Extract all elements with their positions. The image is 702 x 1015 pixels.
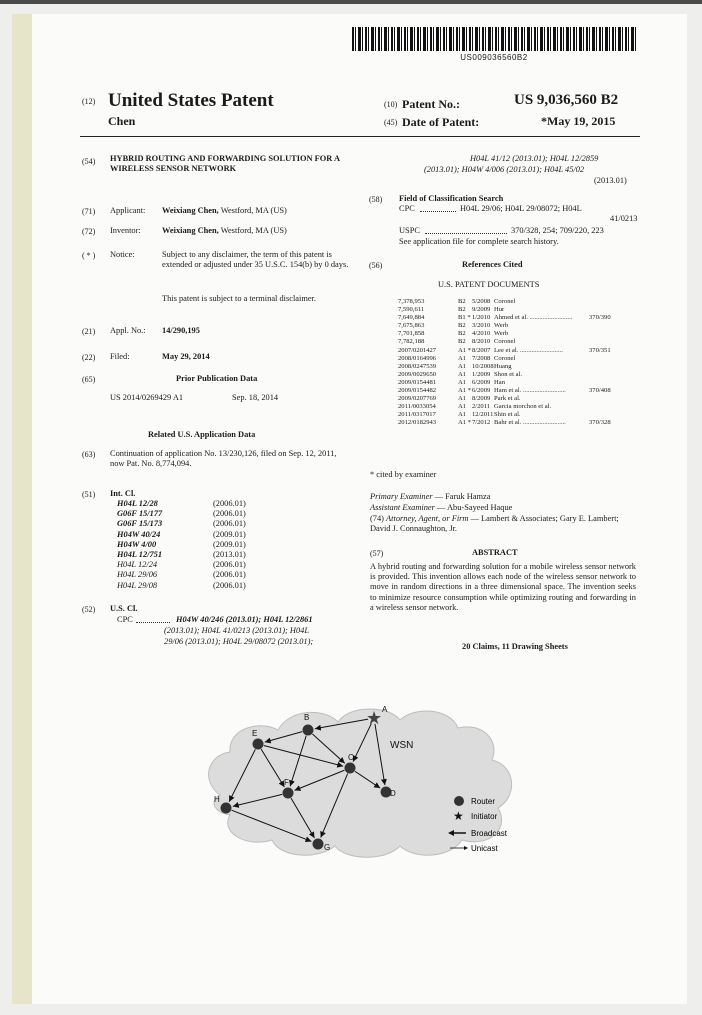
ref-class: 370/408 xyxy=(589,387,611,395)
legend-initiator: Initiator xyxy=(471,812,498,821)
reference-row xyxy=(398,322,638,330)
barcode-number: US009036560B2 xyxy=(460,53,528,62)
node-label-F: F xyxy=(284,778,289,787)
ref-kind: A1 * xyxy=(458,387,472,395)
ref-kind: A1 xyxy=(458,354,467,362)
intcl-list xyxy=(117,499,297,591)
title-code: (54) xyxy=(82,157,96,166)
ref-date: 8/2007 xyxy=(472,346,491,354)
reference-row xyxy=(398,411,638,419)
ref-name: Han xyxy=(494,378,505,386)
ref-date: 4/2010 xyxy=(472,330,491,338)
prior-heading: Prior Publication Data xyxy=(176,374,258,383)
ref-name: Shin et al. xyxy=(494,411,521,419)
reference-row xyxy=(398,306,638,314)
ref-number: 7,675,863 xyxy=(398,322,425,330)
ref-name: Lee et al. .......................... xyxy=(494,346,563,354)
ref-class xyxy=(589,371,624,379)
prior-code: (65) xyxy=(82,375,96,384)
abstract-code: (57) xyxy=(370,549,384,558)
cited-by-examiner: * cited by examiner xyxy=(370,470,437,479)
ref-kind: A1 xyxy=(458,378,467,386)
intcl-year: (2006.01) xyxy=(213,580,246,590)
reference-row xyxy=(398,338,638,346)
intcl-class: H04W 40/24 xyxy=(117,529,161,539)
ref-date: 1/2009 xyxy=(472,370,491,378)
ref-class xyxy=(589,411,624,419)
primary-examiner: Primary Examiner — Faruk Hamza xyxy=(370,492,491,501)
ref-kind: B2 xyxy=(458,330,466,338)
patent-heading: United States Patent xyxy=(108,90,274,111)
continuation-text: Continuation of application No. 13/230,126, filed on Sep. 12, 2011, now Pat. No. 8,774,094. xyxy=(110,449,337,469)
ref-kind: A1 xyxy=(458,395,467,403)
ref-date: 8/2009 xyxy=(472,395,491,403)
inventor-label: Inventor: xyxy=(110,226,141,235)
ref-date: 3/2010 xyxy=(472,322,491,330)
intcl-row xyxy=(117,519,297,529)
ref-date: 2/2011 xyxy=(472,403,491,411)
abstract-heading: ABSTRACT xyxy=(472,548,518,557)
appl-value: 14/290,195 xyxy=(162,326,200,335)
intcl-row xyxy=(117,570,297,580)
top-edge xyxy=(0,0,702,4)
ref-kind: A1 xyxy=(458,362,467,370)
intcl-class: H04L 29/08 xyxy=(117,580,158,590)
uscl-label: U.S. Cl. xyxy=(110,604,138,613)
ref-number: 2009/0154482 xyxy=(398,387,437,395)
ref-class xyxy=(589,403,624,411)
patent-no-code: (10) xyxy=(384,100,398,109)
field-uspc-dots xyxy=(425,233,507,234)
ref-kind: B2 xyxy=(458,298,466,305)
ref-kind: A1 xyxy=(458,403,467,411)
ref-number: 7,378,953 xyxy=(398,298,425,305)
ref-number: 2007/0201427 xyxy=(398,346,437,354)
node-label-E: E xyxy=(252,729,258,738)
header-rule xyxy=(80,136,640,137)
intcl-row xyxy=(117,530,297,540)
ref-number: 2011/0317017 xyxy=(398,411,436,419)
ref-class xyxy=(589,395,624,403)
prior-pub: US 2014/0269429 A1 xyxy=(110,393,184,402)
ref-kind: B2 xyxy=(458,322,466,330)
notice-text: Subject to any disclaimer, the term of this patent is extended or adjusted under 35 U.S.C. 154(b) by 0 days. xyxy=(162,250,349,270)
reference-row xyxy=(398,330,638,338)
ref-class xyxy=(589,322,624,330)
reference-row xyxy=(398,355,638,363)
network-figure xyxy=(200,700,530,860)
kind-code: (12) xyxy=(82,97,96,106)
reference-row xyxy=(398,347,638,355)
node-label-B: B xyxy=(304,713,310,722)
uscl-line-3: 29/06 (2013.01); H04L 29/08072 (2013.01); xyxy=(164,637,314,646)
date-code: (45) xyxy=(384,118,398,127)
ref-kind: A1 xyxy=(458,411,467,419)
intcl-class: H04W 4/00 xyxy=(117,539,157,549)
node-label-G: G xyxy=(324,843,331,852)
ref-class xyxy=(589,379,624,387)
intcl-code: (51) xyxy=(82,490,96,499)
intcl-row xyxy=(117,550,297,560)
ref-class: 370/328 xyxy=(589,419,611,427)
node-label-C: C xyxy=(348,753,354,762)
attorney: (74) Attorney, Agent, or Firm — Lambert & Associates; Gary E. Lambert; David J. Connaughton, Jr. xyxy=(370,514,619,534)
cpc-cont-line-2: (2013.01); H04W 4/006 (2013.01); H04L 45/02 xyxy=(424,165,585,174)
patent-no-label: Patent No.: xyxy=(402,97,460,111)
legend-initiator-icon: ★ xyxy=(453,809,464,823)
ref-kind: B2 xyxy=(458,306,466,314)
applicant-label: Applicant: xyxy=(110,206,146,215)
field-cpc-label: CPC xyxy=(399,204,415,213)
ref-date: 9/2009 xyxy=(472,306,491,314)
intcl-year: (2006.01) xyxy=(213,509,246,519)
intcl-class: G06F 15/177 xyxy=(117,509,163,519)
ref-name: Ahmed et al. .......................... xyxy=(494,314,573,322)
ref-date: 6/2009 xyxy=(472,378,491,386)
intcl-year: (2006.01) xyxy=(213,560,246,570)
refs-code: (56) xyxy=(369,261,383,270)
ref-number: 2011/0033054 xyxy=(398,403,436,411)
intcl-class: H04L 12/751 xyxy=(117,550,163,560)
ref-number: 2012/0182943 xyxy=(398,419,437,427)
references-table xyxy=(398,298,638,428)
ref-date: 7/2008 xyxy=(472,354,491,362)
ref-class xyxy=(589,363,624,371)
node-H xyxy=(221,803,232,814)
ref-number: 7,701,858 xyxy=(398,330,425,338)
claims-count: 20 Claims, 11 Drawing Sheets xyxy=(462,642,568,651)
ref-class: 370/351 xyxy=(589,346,611,354)
legend-unicast: Unicast xyxy=(471,844,498,853)
field-uspc-label: USPC xyxy=(399,226,420,235)
cpc-cont-line-1: H04L 41/12 (2013.01); H04L 12/2859 xyxy=(470,154,599,163)
field-label: Field of Classification Search xyxy=(399,194,504,203)
ref-name: Werb xyxy=(494,330,509,338)
ref-number: 2008/0164996 xyxy=(398,354,437,362)
ref-kind: B1 * xyxy=(458,314,471,322)
intcl-label: Int. Cl. xyxy=(110,489,136,498)
inventor-value: Weixiang Chen, Westford, MA (US) xyxy=(162,226,287,235)
intcl-year: (2009.01) xyxy=(213,539,246,549)
intcl-class: H04L 29/06 xyxy=(117,570,158,580)
patent-number: US 9,036,560 B2 xyxy=(514,92,619,108)
intcl-row xyxy=(117,540,297,550)
legend-unicast-head xyxy=(464,846,468,850)
ref-number: 7,649,884 xyxy=(398,314,425,322)
date-of-patent: *May 19, 2015 xyxy=(541,114,616,128)
field-cpc-value: H04L 29/06; H04L 29/08072; H04L xyxy=(460,204,582,213)
ref-class xyxy=(589,338,624,346)
ref-date: 12/2011 xyxy=(472,411,494,419)
node-G xyxy=(313,839,324,850)
intcl-year: (2006.01) xyxy=(213,519,246,529)
date-label: Date of Patent: xyxy=(402,115,480,129)
inventor-surname: Chen xyxy=(108,114,136,128)
ref-name: Coronel xyxy=(494,338,516,346)
intcl-year: (2009.01) xyxy=(213,529,246,539)
refs-heading: References Cited xyxy=(462,260,523,269)
notice-text-2: This patent is subject to a terminal disclaimer. xyxy=(162,294,316,303)
field-code: (58) xyxy=(369,195,383,204)
ref-kind: B2 xyxy=(458,338,466,346)
cpc-cont-line-3: (2013.01) xyxy=(594,176,627,185)
ref-date: 6/2009 xyxy=(472,387,491,395)
intcl-class: H04L 12/24 xyxy=(117,560,158,570)
filed-code: (22) xyxy=(82,353,96,362)
ref-class xyxy=(589,306,624,314)
notice-code: ( * ) xyxy=(82,251,96,260)
reference-row xyxy=(398,419,638,427)
ref-date: 1/2010 xyxy=(472,314,491,322)
inventor-code: (72) xyxy=(82,227,96,236)
related-heading: Related U.S. Application Data xyxy=(148,430,256,439)
field-uspc-value: 370/328, 254; 709/220, 223 xyxy=(511,226,604,235)
prior-date: Sep. 18, 2014 xyxy=(232,393,279,402)
ref-class xyxy=(589,298,624,306)
node-E xyxy=(253,739,264,750)
ref-name: Bahr et al. .......................... xyxy=(494,419,566,427)
intcl-row xyxy=(117,499,297,509)
appl-label: Appl. No.: xyxy=(110,326,146,335)
ref-name: Coronel xyxy=(494,298,516,305)
uscl-dots xyxy=(136,622,170,623)
ref-number: 7,590,611 xyxy=(398,306,425,314)
node-A-star-icon: ★ xyxy=(366,708,383,728)
reference-row xyxy=(398,298,638,306)
legend-broadcast: Broadcast xyxy=(471,829,508,838)
appl-code: (21) xyxy=(82,327,96,336)
intcl-year: (2013.01) xyxy=(213,550,246,560)
applicant-code: (71) xyxy=(82,207,96,216)
ref-name: Huang xyxy=(494,362,512,370)
applicant-value: Weixiang Chen, Westford, MA (US) xyxy=(162,206,287,215)
node-label-A: A xyxy=(382,705,388,714)
reference-row xyxy=(398,387,638,395)
wsn-label: WSN xyxy=(390,740,414,751)
uscl-code: (52) xyxy=(82,605,96,614)
ref-number: 2009/0154481 xyxy=(398,378,437,386)
field-cpc-value-2: 41/0213 xyxy=(610,214,638,223)
uscl-cpc-label: CPC xyxy=(117,615,133,624)
reference-row xyxy=(398,363,638,371)
ref-name: Hur xyxy=(494,306,505,314)
legend-router: Router xyxy=(471,797,496,806)
ref-kind: A1 * xyxy=(458,346,472,354)
ref-number: 7,782,188 xyxy=(398,338,425,346)
abstract-text: A hybrid routing and forwarding solution for a mobile wireless sensor network is provided. This invention allows each node of the wireless sensor network to move in random directions in a three dimensional space. The invention seeks to minimize resource consumption while optimizing routing and forwarding in a wireless sensor network. xyxy=(370,562,636,612)
field-cpc-dots xyxy=(420,211,456,212)
intcl-year: (2006.01) xyxy=(213,499,246,508)
barcode xyxy=(352,27,636,51)
filed-label: Filed: xyxy=(110,352,130,361)
ref-class xyxy=(589,355,624,363)
page-gutter xyxy=(12,14,33,1004)
reference-row xyxy=(398,314,638,322)
ref-name: Ham et al. .......................... xyxy=(494,387,566,395)
ref-name: Shon et al. xyxy=(494,370,523,378)
ref-class: 370/390 xyxy=(589,314,611,322)
ref-date: 10/2008 xyxy=(472,362,494,370)
node-B xyxy=(303,725,314,736)
intcl-year: (2006.01) xyxy=(213,570,246,580)
node-F xyxy=(283,788,294,799)
node-label-D: D xyxy=(390,789,396,798)
reference-row xyxy=(398,395,638,403)
intcl-class: H04L 12/28 xyxy=(117,499,158,508)
ref-name: Coronel xyxy=(494,354,516,362)
reference-row xyxy=(398,371,638,379)
reference-row xyxy=(398,379,638,387)
ref-kind: A1 * xyxy=(458,419,472,427)
ref-kind: A1 xyxy=(458,370,467,378)
invention-title: HYBRID ROUTING AND FORWARDING SOLUTION FOR A WIRELESS SENSOR NETWORK xyxy=(110,154,340,174)
ref-date: 5/2008 xyxy=(472,298,491,305)
ref-name: Garcia morchon et al. xyxy=(494,403,552,411)
intcl-row xyxy=(117,509,297,519)
legend-router-icon xyxy=(454,796,464,806)
ref-date: 7/2012 xyxy=(472,419,491,427)
reference-row xyxy=(398,403,638,411)
assistant-examiner: Assistant Examiner — Abu-Sayeed Haque xyxy=(370,503,513,512)
ref-name: Werb xyxy=(494,322,509,330)
field-note: See application file for complete search history. xyxy=(399,237,559,246)
node-C xyxy=(345,763,356,774)
intcl-row xyxy=(117,560,297,570)
ref-number: 2009/0029650 xyxy=(398,370,437,378)
ref-number: 2009/0207769 xyxy=(398,395,437,403)
uscl-line-2: (2013.01); H04L 41/0213 (2013.01); H04L xyxy=(164,626,310,635)
filed-value: May 29, 2014 xyxy=(162,352,210,361)
ref-number: 2008/0247539 xyxy=(398,362,437,370)
uscl-line-1: H04W 40/246 (2013.01); H04L 12/2861 xyxy=(176,615,313,624)
node-label-H: H xyxy=(214,795,220,804)
notice-label: Notice: xyxy=(110,250,135,259)
continuation-code: (63) xyxy=(82,450,96,459)
ref-date: 8/2010 xyxy=(472,338,491,346)
intcl-row xyxy=(117,581,297,591)
ref-class xyxy=(589,330,624,338)
ref-name: Park et al. xyxy=(494,395,521,403)
refs-subheading: U.S. PATENT DOCUMENTS xyxy=(438,280,540,289)
intcl-class: G06F 15/173 xyxy=(117,519,163,529)
